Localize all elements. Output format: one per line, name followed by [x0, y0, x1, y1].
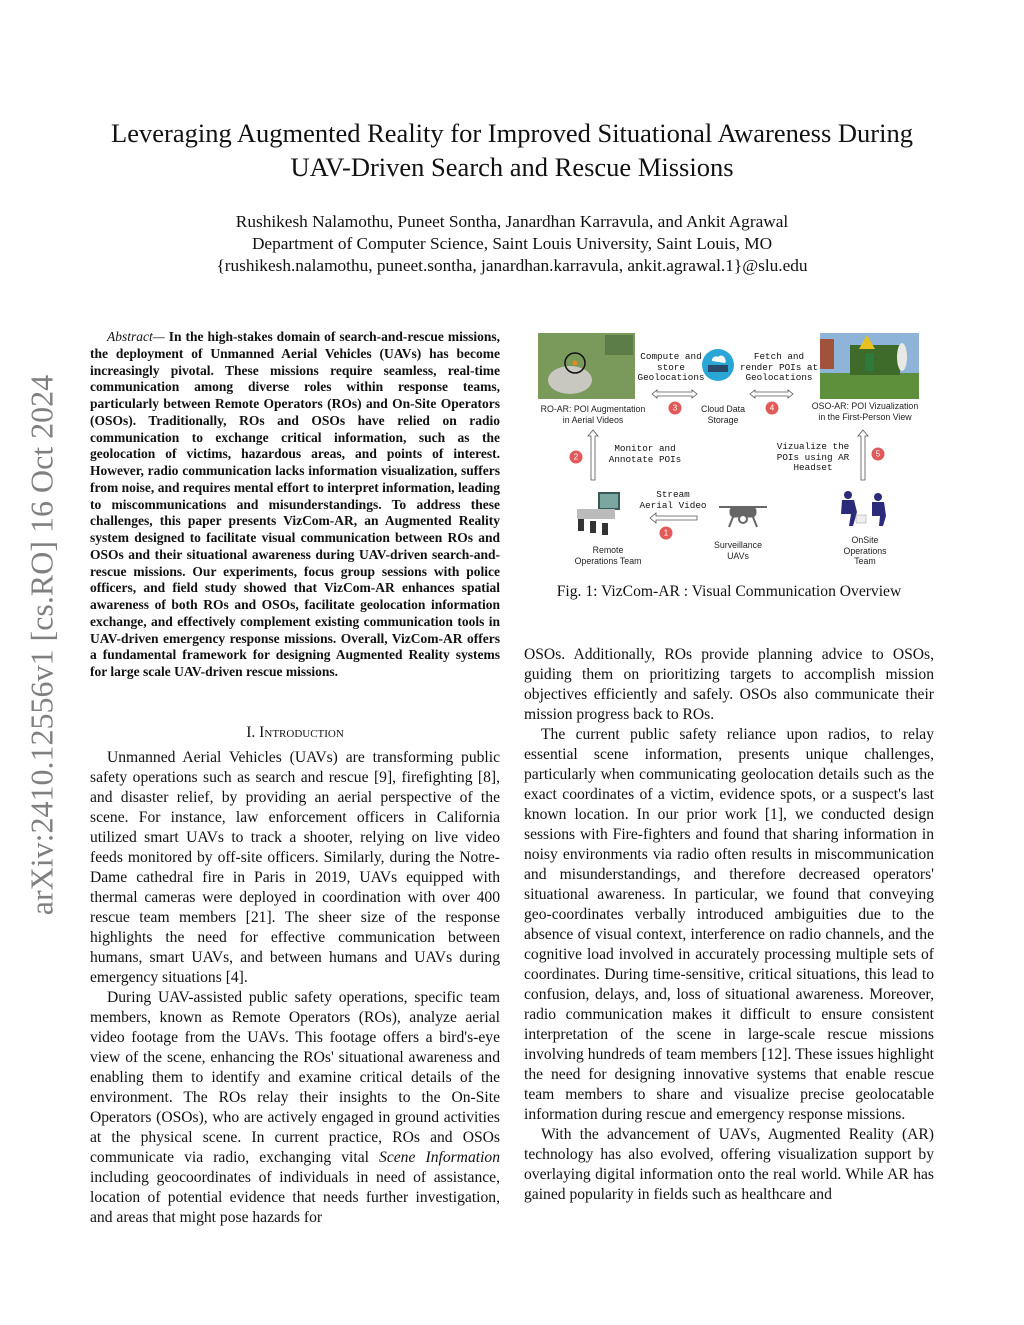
left-arrow-1 — [650, 513, 697, 523]
remote-operations-icon — [577, 492, 620, 535]
affiliation: Department of Computer Science, Saint Louis University, Saint Louis, MO — [251, 234, 773, 253]
up-arrow-2 — [588, 430, 598, 480]
section-heading-introduction: I. Introduction — [246, 724, 344, 741]
label-ro-ar: RO-AR: POI Augmentation in Aerial Videos — [540, 404, 646, 425]
label-remote-team: Remote Operations Team — [574, 545, 642, 566]
up-arrow-5 — [858, 430, 868, 480]
author-block — [60, 211, 964, 277]
step-badge-5: 5 — [872, 448, 885, 461]
step-badge-4: 4 — [766, 402, 779, 415]
title-line: UAV-Driven Search and Rescue Missions — [290, 152, 734, 182]
double-arrow-3 — [652, 390, 697, 398]
drone-icon — [719, 507, 767, 527]
double-arrow-4 — [750, 390, 793, 398]
figure-caption: Fig. 1: VizCom-AR : Visual Communication Overview — [556, 583, 902, 600]
step-badge-1: 1 — [660, 527, 673, 540]
author-names: Rushikesh Nalamothu, Puneet Sontha, Janardhan Karravula, and Ankit Agrawal — [235, 212, 789, 231]
ro-ar-aerial-image — [538, 333, 635, 399]
abstract — [90, 329, 500, 681]
label-stream-video: Stream Aerial Video — [639, 489, 707, 511]
label-oso-ar: OSO-AR: POI Vizualization in the First-Person View — [811, 401, 919, 422]
figure-overview-diagram — [530, 325, 930, 575]
right-column — [524, 645, 934, 1205]
paragraph: The current public safety reliance upon radios, to relay essential scene information, presents unique challenges, particularly when communicating geolocation details such as the exact coordinates of a victim, evidence spots, or a suspect's last known location. In our prior work [1], we conducted design sessions with Fire-fighters and found that sharing information in noisy environments via radio often results in miscommunication and misunderstandings, and therefore decreased operators' situational awareness. In particular, we found that conveying geo-coordinates verbally introduced ambiguities due to the absence of visual context, interference on radio channels, and the cognitive load involved in accurately processing multiple sets of coordinates. During time-sensitive, critical situations, this lead to confusion, delays, and, loss of situational awareness. Moreover, radio communication makes it difficult to ensure consistent interpretation of the scene in large-scale rescue missions involving hundreds of team members [12]. These issues highlight the need for designing innovative systems that enable rescue team members to share and visualize precise geolocatable information during rescue and emergency response missions. — [524, 726, 934, 1123]
author-emails: {rushikesh.nalamothu, puneet.sontha, janardhan.karravula, ankit.agrawal.1}@slu.edu — [216, 256, 808, 275]
step-badge-3: 3 — [669, 402, 682, 415]
label-surveillance-uavs: Surveillance UAVs — [714, 540, 762, 561]
paragraph: OSOs. Additionally, ROs provide planning advice to OSOs, guiding them on prioritizing targets to accomplish mission objectives efficiently and safely. OSOs also communicate their mission progress back to ROs. — [524, 646, 934, 723]
text-span: including geocoordinates of individuals in need of assistance, location of potential evidence that needs further investigation, and areas that might pose hazards for — [90, 1169, 500, 1226]
left-column — [90, 748, 500, 1228]
abstract-text: In the high-stakes domain of search-and-rescue missions, the deployment of Unmanned Aerial Vehicles (UAVs) has become increasingly pivotal. These missions require seamless, real-time communication among diverse roles within response teams, particularly between Remote Operators (ROs) and On-Site Operators (OSOs). Traditionally, ROs and OSOs have relied on radio communication to exchange critical information, such as the geolocation of victims, hazardous areas, and points of interest. However, radio communication lacks information visualization, suffers from noise, and requires mental effort to interpret information, leading to miscommunications and misunderstandings. To address these challenges, this paper presents VizCom-AR, an Augmented Reality system designed to facilitate visual communication between ROs and OSOs and their situational awareness during UAV-driven search-and-rescue missions. Our experiments, focus group sessions with police officers, and field study showed that VizCom-AR enhances spatial awareness of both ROs and OSOs, facilitate geolocation information exchange, and effectively complement existing communication tools in UAV-driven emergency response missions. Overall, VizCom-AR offers a fundamental framework for designing Augmented Reality systems for large scale UAV-driven rescue missions. — [90, 329, 500, 679]
text-span: During UAV-assisted public safety operations, specific team members, known as Remote Operators (ROs), analyze aerial video footage from the UAVs. This footage offers a bird's-eye view of the scene, enhancing the ROs' situational awareness and enabling them to identify and examine critical details of the environment. The ROs relay their insights to the On-Site Operators (OSOs), who are actively engaged in ground activities at the physical scene. In current practice, ROs and OSOs communicate via radio, exchanging vital — [90, 989, 500, 1166]
italic-term: Scene Information — [379, 1149, 500, 1166]
step-badge-2: 2 — [570, 451, 583, 464]
arxiv-identifier: arXiv:2410.12556v1 [cs.RO] 16 Oct 2024 — [23, 374, 60, 916]
label-compute-store: Compute and store Geolocations — [637, 351, 705, 383]
title-line: Leveraging Augmented Reality for Improved Situational Awareness During — [111, 118, 913, 148]
oso-ar-first-person-image — [820, 333, 919, 399]
label-fetch-render: Fetch and render POIs at Geolocations — [739, 351, 819, 383]
paragraph — [90, 988, 500, 1228]
label-monitor-annotate: Monitor and Annotate POIs — [608, 443, 682, 465]
label-cloud-storage: Cloud Data Storage — [700, 404, 746, 425]
label-onsite-team: OnSite Operations Team — [843, 535, 887, 566]
cloud-storage-icon — [702, 349, 734, 381]
label-vizualize: Vizualize the POIs using AR Headset — [776, 441, 850, 473]
paragraph: Unmanned Aerial Vehicles (UAVs) are transforming public safety operations such as search and rescue [9], firefighting [8], and disaster relief, by providing an aerial perspective of the scene. For instance, law enforcement officers in California utilized smart UAVs to track a shooter, relying on live video feeds monitored by off-site officers. Similarly, during the Notre-Dame cathedral fire in Paris in 2019, UAVs equipped with thermal cameras were deployed in coordination with over 400 rescue team members [21]. The sheer size of the response highlights the need for effective communication between humans, smart UAVs, and between humans and UAVs during emergency situations [4]. — [90, 749, 500, 986]
paragraph: With the advancement of UAVs, Augmented Reality (AR) technology has also evolved, offering visualization support by overlaying digital information onto the real world. While AR has gained popularity in fields such as healthcare and — [524, 1126, 934, 1203]
abstract-label: Abstract— — [107, 329, 165, 344]
paper-title — [60, 116, 964, 184]
onsite-team-icon — [841, 491, 886, 526]
